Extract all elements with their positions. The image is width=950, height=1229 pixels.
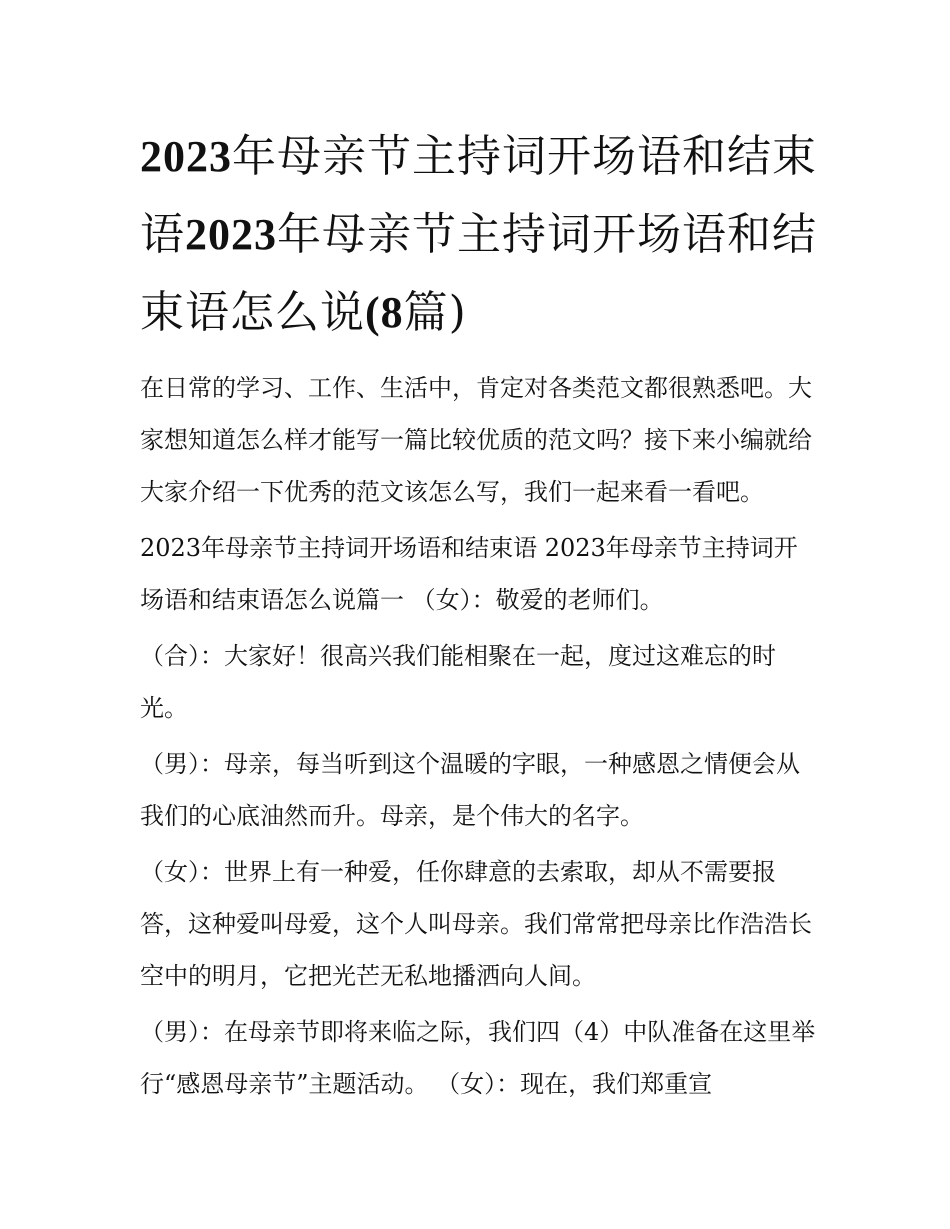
- document-body: [140, 362, 820, 1110]
- paragraph-female-1: （女）：世界上有一种爱，任你肆意的去索取，却从不需要报答，这种爱叫母爱，这个人叫母亲。我们常常把母亲比作浩浩长空中的明月，它把光芒无私地播洒向人间。: [140, 858, 812, 990]
- title-year-2: 2023: [185, 210, 277, 259]
- title-text-3: 篇): [403, 287, 467, 338]
- title-year-1: 2023: [140, 132, 232, 181]
- title-count: (8: [365, 288, 404, 337]
- paragraph-intro: 在日常的学习、工作、生活中，肯定对各类范文都很熟悉吧。大家想知道怎么样才能写一篇比较优质的范文吗？接下来小编就给大家介绍一下优秀的范文该怎么写，我们一起来看一看吧。: [140, 374, 812, 506]
- paragraph-heading-line: 2023年母亲节主持词开场语和结束语 2023年母亲节主持词开场语和结束语怎么说篇一 （女）：敬爱的老师们。: [140, 534, 798, 614]
- paragraph-together: （合）：大家好！很高兴我们能相聚在一起，度过这难忘的时光。: [140, 642, 776, 722]
- title-text-2: 年母亲节主持词开场语和结束语怎么说: [140, 209, 817, 338]
- document-title: [140, 118, 820, 352]
- title-text-1: 年母亲节主持词开场语和结束语: [140, 131, 817, 260]
- page-content: [140, 118, 820, 1114]
- paragraph-male-2: （男）：在母亲节即将来临之际，我们四（4）中队准备在这里举行“感恩母亲节”主题活动。 （女）：现在，我们郑重宣: [140, 1018, 816, 1098]
- paragraph-male-1: （男）：母亲，每当听到这个温暖的字眼，一种感恩之情便会从我们的心底油然而升。母亲，是个伟大的名字。: [140, 750, 800, 830]
